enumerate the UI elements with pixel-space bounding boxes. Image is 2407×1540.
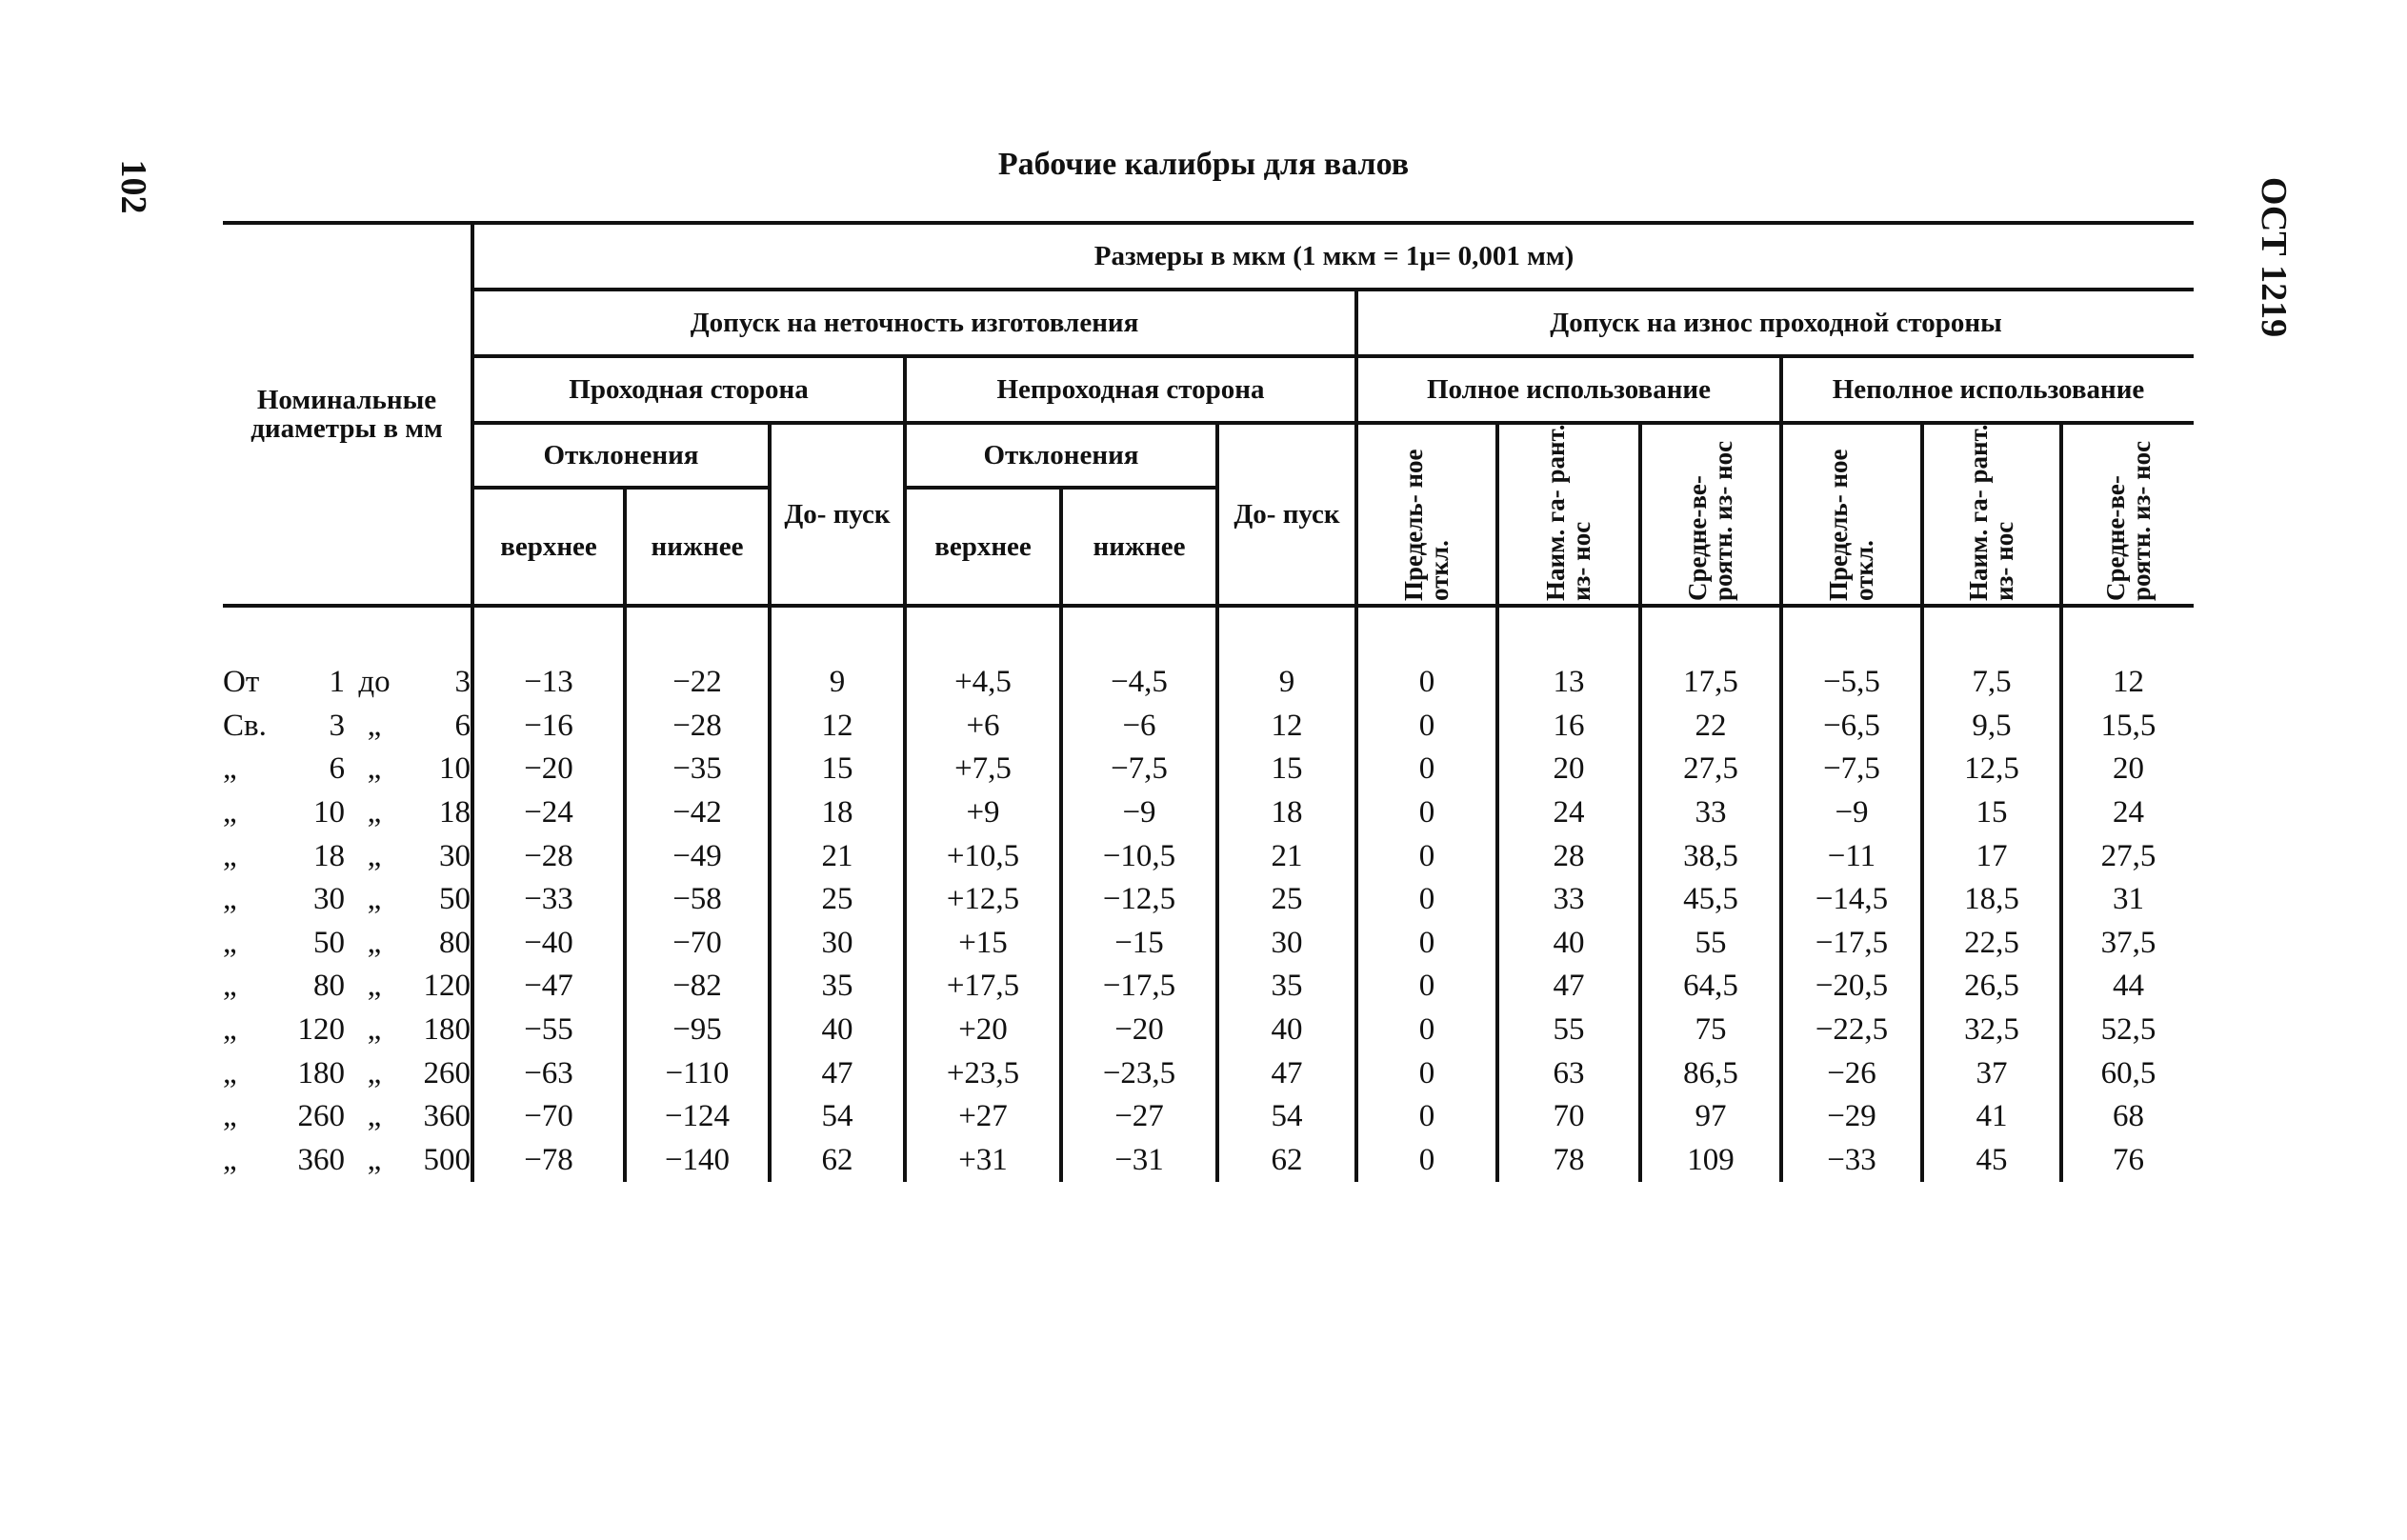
table-cell: −22,5 xyxy=(1781,1009,1922,1052)
table-cell: 15 xyxy=(1217,748,1356,791)
header-limit-dev-partial: Предель- ное откл. xyxy=(1781,423,1922,606)
diameter-pre: „ xyxy=(223,1142,237,1177)
table-cell: −140 xyxy=(625,1139,770,1183)
table-cell: 15 xyxy=(1922,791,2061,835)
diameter-pre: „ xyxy=(223,1012,237,1048)
diameter-pre: „ xyxy=(223,1055,237,1090)
table-cell: −49 xyxy=(625,834,770,878)
table-cell: −33 xyxy=(1781,1139,1922,1183)
table-cell: 33 xyxy=(1497,878,1640,922)
table-cell: −26 xyxy=(1781,1051,1922,1095)
table-cell: 35 xyxy=(770,965,905,1009)
table-cell: −15 xyxy=(1061,922,1217,966)
table-cell: 21 xyxy=(770,834,905,878)
table-cell: −58 xyxy=(625,878,770,922)
table-cell: 25 xyxy=(770,878,905,922)
table-cell: 15,5 xyxy=(2061,705,2194,749)
table-cell: −10,5 xyxy=(1061,834,1217,878)
diameter-b: 18 xyxy=(439,795,471,830)
table-cell: 75 xyxy=(1640,1009,1781,1052)
table-row xyxy=(223,878,2194,922)
diameter-a: 120 xyxy=(297,1012,345,1048)
diameter-b: 120 xyxy=(423,969,471,1004)
table-cell: 44 xyxy=(2061,965,2194,1009)
diameter-a: 80 xyxy=(313,969,345,1004)
table-cell: 60,5 xyxy=(2061,1051,2194,1095)
table-cell: −35 xyxy=(625,748,770,791)
table-cell: 37,5 xyxy=(2061,922,2194,966)
table-cell: −5,5 xyxy=(1781,661,1922,705)
diameter-pre: Св. xyxy=(223,708,267,743)
table-body xyxy=(223,606,2194,1182)
table-cell: 12,5 xyxy=(1922,748,2061,791)
diameter-range xyxy=(223,922,472,966)
table-cell: +17,5 xyxy=(905,965,1061,1009)
table-cell: 20 xyxy=(2061,748,2194,791)
table-cell: −22 xyxy=(625,661,770,705)
table-cell: 18 xyxy=(770,791,905,835)
table-cell: 9 xyxy=(770,661,905,705)
diameter-b: 6 xyxy=(454,708,471,743)
diameter-sep: „ xyxy=(367,1142,382,1177)
diameter-b: 3 xyxy=(454,665,471,700)
diameter-range xyxy=(223,748,472,791)
table-cell: 97 xyxy=(1640,1095,1781,1139)
header-tolerance-go: До- пуск xyxy=(770,423,905,606)
table-cell: −33 xyxy=(472,878,625,922)
table-cell: 0 xyxy=(1356,1139,1497,1183)
table-cell: 0 xyxy=(1356,878,1497,922)
diameter-range xyxy=(223,878,472,922)
diameter-pre: „ xyxy=(223,969,237,1004)
table-cell: −20 xyxy=(472,748,625,791)
table-cell: 22,5 xyxy=(1922,922,2061,966)
table-cell: 17 xyxy=(1922,834,2061,878)
table-cell: 47 xyxy=(1497,965,1640,1009)
table-cell: 12 xyxy=(1217,705,1356,749)
table-cell: 17,5 xyxy=(1640,661,1781,705)
header-avg-wear-full: Средне-ве- роятн. из- нос xyxy=(1640,423,1781,606)
header-lower-nogo: нижнее xyxy=(1061,488,1217,606)
diameter-range xyxy=(223,661,472,705)
table-cell: 62 xyxy=(1217,1139,1356,1183)
table-cell: 18 xyxy=(1217,791,1356,835)
diameter-b: 50 xyxy=(439,882,471,917)
table-cell: −20,5 xyxy=(1781,965,1922,1009)
table-cell: 55 xyxy=(1640,922,1781,966)
diameter-sep: „ xyxy=(367,1012,382,1048)
table-cell: −63 xyxy=(472,1051,625,1095)
table-cell: 35 xyxy=(1217,965,1356,1009)
diameter-range xyxy=(223,791,472,835)
table-cell: −29 xyxy=(1781,1095,1922,1139)
table-title: Рабочие калибры для валов xyxy=(997,147,1410,182)
diameter-range xyxy=(223,1139,472,1183)
table-cell: −24 xyxy=(472,791,625,835)
table-cell: 54 xyxy=(1217,1095,1356,1139)
table-cell: 33 xyxy=(1640,791,1781,835)
table-cell: 31 xyxy=(2061,878,2194,922)
diameter-range xyxy=(223,965,472,1009)
table-cell: +4,5 xyxy=(905,661,1061,705)
table-cell: −7,5 xyxy=(1781,748,1922,791)
header-units: Размеры в мкм (1 мкм = 1μ= 0,001 мм) xyxy=(472,223,2194,290)
table-cell: 18,5 xyxy=(1922,878,2061,922)
diameter-a: 50 xyxy=(313,925,345,960)
table-cell: −17,5 xyxy=(1061,965,1217,1009)
diameter-sep: „ xyxy=(367,969,382,1004)
table-cell: 45 xyxy=(1922,1139,2061,1183)
table-cell: −40 xyxy=(472,922,625,966)
header-min-wear-partial: Наим. га- рант. из- нос xyxy=(1922,423,2061,606)
table-cell: 32,5 xyxy=(1922,1009,2061,1052)
table-cell: 64,5 xyxy=(1640,965,1781,1009)
table-cell: −23,5 xyxy=(1061,1051,1217,1095)
table-row xyxy=(223,705,2194,749)
table-cell: −70 xyxy=(625,922,770,966)
table-cell: −6 xyxy=(1061,705,1217,749)
table-row xyxy=(223,1009,2194,1052)
page-number: 102 xyxy=(113,159,153,214)
diameter-b: 180 xyxy=(423,1012,471,1048)
table-cell: 86,5 xyxy=(1640,1051,1781,1095)
table-cell: +20 xyxy=(905,1009,1061,1052)
table-cell: 22 xyxy=(1640,705,1781,749)
table-cell: −13 xyxy=(472,661,625,705)
diameter-a: 18 xyxy=(313,838,345,873)
diameter-range xyxy=(223,1009,472,1052)
diameter-sep: до xyxy=(358,665,391,700)
diameter-sep: „ xyxy=(367,838,382,873)
diameter-a: 180 xyxy=(297,1055,345,1090)
table-row xyxy=(223,1139,2194,1183)
table-cell: 70 xyxy=(1497,1095,1640,1139)
header-upper-nogo: верхнее xyxy=(905,488,1061,606)
header-limit-dev-full: Предель- ное откл. xyxy=(1356,423,1497,606)
diameter-a: 30 xyxy=(313,882,345,917)
header-deviations-go: Отклонения xyxy=(472,423,770,488)
table-cell: 55 xyxy=(1497,1009,1640,1052)
header-lower-go: нижнее xyxy=(625,488,770,606)
table-cell: 13 xyxy=(1497,661,1640,705)
table-cell: 40 xyxy=(1217,1009,1356,1052)
table-row xyxy=(223,661,2194,705)
diameter-pre: „ xyxy=(223,838,237,873)
table-row xyxy=(223,922,2194,966)
table-cell: −12,5 xyxy=(1061,878,1217,922)
table-cell: −20 xyxy=(1061,1009,1217,1052)
header-upper-go: верхнее xyxy=(472,488,625,606)
diameter-sep: „ xyxy=(367,882,382,917)
table-cell: −7,5 xyxy=(1061,748,1217,791)
table-cell: +9 xyxy=(905,791,1061,835)
header-nogo-side: Непроходная сторона xyxy=(905,356,1356,423)
table-cell: 38,5 xyxy=(1640,834,1781,878)
table-cell: −78 xyxy=(472,1139,625,1183)
table-cell: 12 xyxy=(770,705,905,749)
table-cell: 0 xyxy=(1356,965,1497,1009)
header-manufacturing: Допуск на неточность изготовления xyxy=(472,290,1356,356)
table-cell: 0 xyxy=(1356,1051,1497,1095)
table-cell: 40 xyxy=(1497,922,1640,966)
table-cell: −31 xyxy=(1061,1139,1217,1183)
diameter-pre: „ xyxy=(223,795,237,830)
table-cell: 54 xyxy=(770,1095,905,1139)
table-cell: −9 xyxy=(1061,791,1217,835)
diameter-b: 500 xyxy=(423,1142,471,1177)
table-cell: 9,5 xyxy=(1922,705,2061,749)
diameter-range xyxy=(223,705,472,749)
table-row xyxy=(223,834,2194,878)
table-cell: −17,5 xyxy=(1781,922,1922,966)
diameter-a: 3 xyxy=(329,708,345,743)
table-cell: 24 xyxy=(1497,791,1640,835)
header-avg-wear-partial: Средне-ве- роятн. из- нос xyxy=(2061,423,2194,606)
table-cell: 37 xyxy=(1922,1051,2061,1095)
header-wear: Допуск на износ проходной стороны xyxy=(1356,290,2194,356)
table-cell: +10,5 xyxy=(905,834,1061,878)
table-cell: −11 xyxy=(1781,834,1922,878)
table-row xyxy=(223,748,2194,791)
table-cell: −124 xyxy=(625,1095,770,1139)
table-cell: 0 xyxy=(1356,705,1497,749)
table-cell: 0 xyxy=(1356,661,1497,705)
header-partial-use: Неполное использование xyxy=(1781,356,2194,423)
table-cell: 0 xyxy=(1356,1095,1497,1139)
table-cell: 41 xyxy=(1922,1095,2061,1139)
table-cell: 47 xyxy=(770,1051,905,1095)
table-cell: 7,5 xyxy=(1922,661,2061,705)
table-cell: +31 xyxy=(905,1139,1061,1183)
table-cell: 12 xyxy=(2061,661,2194,705)
table-cell: −55 xyxy=(472,1009,625,1052)
diameter-sep: „ xyxy=(367,751,382,787)
diameter-sep: „ xyxy=(367,1055,382,1090)
table-cell: 15 xyxy=(770,748,905,791)
diameter-a: 360 xyxy=(297,1142,345,1177)
diameter-a: 1 xyxy=(329,665,345,700)
diameter-b: 30 xyxy=(439,838,471,873)
diameter-b: 260 xyxy=(423,1055,471,1090)
diameter-pre: „ xyxy=(223,751,237,787)
table-cell: +15 xyxy=(905,922,1061,966)
table-cell: 27,5 xyxy=(1640,748,1781,791)
table-cell: 0 xyxy=(1356,834,1497,878)
diameter-pre: „ xyxy=(223,925,237,960)
table-cell: +12,5 xyxy=(905,878,1061,922)
table-cell: −70 xyxy=(472,1095,625,1139)
table-cell: 76 xyxy=(2061,1139,2194,1183)
table-cell: 0 xyxy=(1356,922,1497,966)
table-cell: 45,5 xyxy=(1640,878,1781,922)
diameter-sep: „ xyxy=(367,1099,382,1134)
diameter-range xyxy=(223,1095,472,1139)
table-row xyxy=(223,1095,2194,1139)
table-cell: −82 xyxy=(625,965,770,1009)
table-cell: 16 xyxy=(1497,705,1640,749)
diameter-range xyxy=(223,834,472,878)
table-cell: −28 xyxy=(472,834,625,878)
table-cell: −6,5 xyxy=(1781,705,1922,749)
table-cell: 24 xyxy=(2061,791,2194,835)
table-cell: 28 xyxy=(1497,834,1640,878)
diameter-pre: От xyxy=(223,665,260,700)
table-cell: +6 xyxy=(905,705,1061,749)
header-min-wear-full: Наим. га- рант. из- нос xyxy=(1497,423,1640,606)
table-cell: 0 xyxy=(1356,748,1497,791)
diameter-range xyxy=(223,1051,472,1095)
table-cell: 47 xyxy=(1217,1051,1356,1095)
diameter-sep: „ xyxy=(367,795,382,830)
table-cell: 9 xyxy=(1217,661,1356,705)
table-cell: −110 xyxy=(625,1051,770,1095)
diameter-pre: „ xyxy=(223,1099,237,1134)
header-tolerance-nogo: До- пуск xyxy=(1217,423,1356,606)
table-cell: +27 xyxy=(905,1095,1061,1139)
table-cell: −9 xyxy=(1781,791,1922,835)
table-cell: 30 xyxy=(770,922,905,966)
table-cell: 0 xyxy=(1356,791,1497,835)
table-cell: 27,5 xyxy=(2061,834,2194,878)
table-row xyxy=(223,1051,2194,1095)
header-go-side: Проходная сторона xyxy=(472,356,905,423)
table-cell: 0 xyxy=(1356,1009,1497,1052)
table-cell: 78 xyxy=(1497,1139,1640,1183)
table-cell: 68 xyxy=(2061,1095,2194,1139)
table-cell: −27 xyxy=(1061,1095,1217,1139)
diameter-b: 10 xyxy=(439,751,471,787)
diameter-sep: „ xyxy=(367,925,382,960)
table-cell: −42 xyxy=(625,791,770,835)
table-row xyxy=(223,791,2194,835)
diameter-a: 6 xyxy=(329,751,345,787)
table-cell: 40 xyxy=(770,1009,905,1052)
diameter-b: 80 xyxy=(439,925,471,960)
table-cell: −4,5 xyxy=(1061,661,1217,705)
header-full-use: Полное использование xyxy=(1356,356,1781,423)
diameter-sep: „ xyxy=(367,708,382,743)
table-cell: −28 xyxy=(625,705,770,749)
table-cell: 20 xyxy=(1497,748,1640,791)
header-diameters: Номинальные диаметры в мм xyxy=(223,223,472,606)
table-cell: +7,5 xyxy=(905,748,1061,791)
table-cell: 52,5 xyxy=(2061,1009,2194,1052)
table-row xyxy=(223,965,2194,1009)
diameter-pre: „ xyxy=(223,882,237,917)
table-cell: 63 xyxy=(1497,1051,1640,1095)
table-cell: 21 xyxy=(1217,834,1356,878)
table-cell: −95 xyxy=(625,1009,770,1052)
table-cell: −16 xyxy=(472,705,625,749)
table-cell: 62 xyxy=(770,1139,905,1183)
table-cell: −14,5 xyxy=(1781,878,1922,922)
document-code: ОСТ 1219 xyxy=(2254,176,2294,338)
table-cell: 26,5 xyxy=(1922,965,2061,1009)
diameter-a: 10 xyxy=(313,795,345,830)
table-cell: 109 xyxy=(1640,1139,1781,1183)
table-cell: +23,5 xyxy=(905,1051,1061,1095)
header-deviations-nogo: Отклонения xyxy=(905,423,1217,488)
table-cell: −47 xyxy=(472,965,625,1009)
diameter-b: 360 xyxy=(423,1099,471,1134)
table-cell: 30 xyxy=(1217,922,1356,966)
table-cell: 25 xyxy=(1217,878,1356,922)
diameter-a: 260 xyxy=(297,1099,345,1134)
gauge-table xyxy=(223,221,2194,1182)
